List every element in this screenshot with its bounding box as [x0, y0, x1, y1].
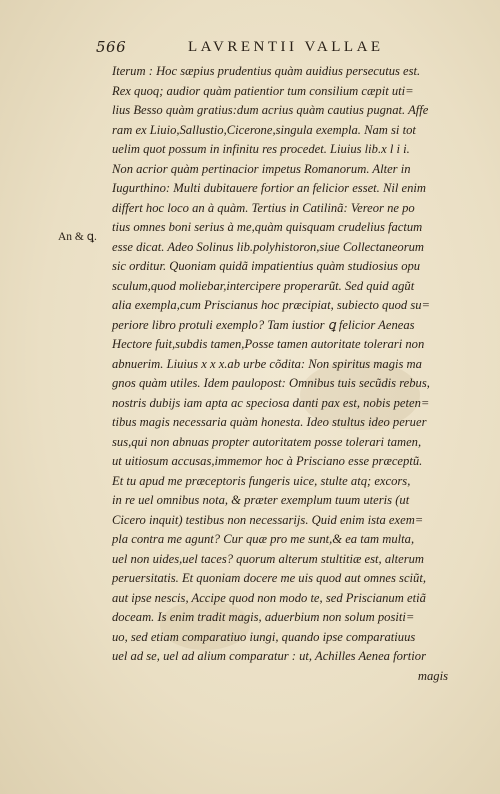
text-line: periore libro protuli exemplo? Tam iustior ꝗ felicior Aeneas	[112, 317, 415, 332]
text-line: gnos quàm utiles. Idem paulopost: Omnibus tuis secũdis rebus,	[112, 376, 430, 390]
text-line: nostris dubijs iam apta ac speciosa danti pax est, nobis peten=	[112, 395, 430, 410]
text-line: Iugurthino: Multi dubitauere fortior an felicior esset. Nil enim	[112, 181, 427, 195]
text-line: Rex quoq; audior quàm patientior tum consilium cæpit uti=	[112, 83, 414, 98]
text-line: Non acrior quàm pertinacior impetus Romanorum. Alter in	[112, 161, 411, 176]
margin-note: An & ꝗ.	[58, 231, 97, 243]
page-number: 566	[96, 38, 127, 56]
text-line: esse dicat. Adeo Solinus lib.polyhistoron,siue Collectaneorum	[112, 239, 425, 254]
text-line: ram ex Liuio,Sallustio,Cicerone,singula exempla. Nam si tot	[112, 122, 416, 137]
text-line: Iterum : Hoc sæpius prudentius quàm auidius persecutus est.	[112, 64, 421, 78]
running-head: LAVRENTII VALLAE	[188, 39, 384, 55]
text-line: uelim quot possum in infinitu res procedet. Liuius lib.x l i i.	[112, 142, 410, 156]
text-line: sic orditur. Quoniam quidã impatientius quàm studiosius opu	[112, 259, 421, 273]
text-line: uo, sed etiam comparatiuo iungi, quando ipse comparatiuus	[112, 629, 416, 644]
text-line: tius omnes boni serius à me,quàm quisquam crudelius factum	[112, 220, 423, 234]
text-line: tibus magis necessaria quàm honesta. Ideo stultus ideo peruer	[112, 415, 427, 429]
text-line: pla contra me agunt? Cur quæ pro me sunt,& ea tam multa,	[112, 532, 415, 546]
text-line: ut uitiosum accusas,immemor hoc à Prisciano esse præceptũ.	[112, 454, 423, 468]
text-line: abnuerim. Liuius x x x.ab urbe cõdita: Non spiritus magis ma	[112, 356, 422, 371]
text-line: lius Besso quàm gratius:dum acrius quàm cautius pugnat. Affe	[112, 103, 429, 117]
page-header	[96, 38, 456, 60]
text-line: magis	[417, 668, 448, 683]
text-line: doceam. Is enim tradit magis, aduerbium non solum positi=	[112, 610, 415, 624]
text-line: in re uel omnibus nota, & præter exemplum tuum uteris (ut	[112, 493, 410, 507]
text-line: Hectore fuit,subdis tamen,Posse tamen autoritate tolerari non	[112, 337, 425, 351]
text-line: peruersitatis. Et quoniam docere me uis quod aut omnes sciũt,	[112, 571, 426, 585]
text-line: uel non uides,uel taces? quorum alterum stultitiæ est, alterum	[112, 551, 425, 566]
text-line: alia exempla,cum Priscianus hoc præcipiat, subiecto quod su=	[112, 298, 431, 312]
text-line: Cicero inquit) testibus non necessarijs. Quid enim ista exem=	[112, 512, 424, 527]
text-line: sculum,quod moliebar,intercipere properarũt. Sed quid agũt	[112, 278, 415, 293]
text-block	[112, 62, 462, 686]
text-line: aut ipse nescis, Accipe quod non modo te, sed Priscianum etiã	[112, 590, 426, 605]
text-line: Et tu apud me præceptoris fungeris uice, stulte atq; excors,	[112, 473, 411, 488]
text-line: uel ad se, uel ad alium comparatur : ut, Achilles Aenea fortior	[112, 649, 426, 663]
text-line: sus,qui non abnuas propter autoritatem posse tolerari tamen,	[112, 434, 422, 449]
text-line: differt hoc loco an à quàm. Tertius in Catilinã: Vereor ne po	[112, 200, 415, 215]
